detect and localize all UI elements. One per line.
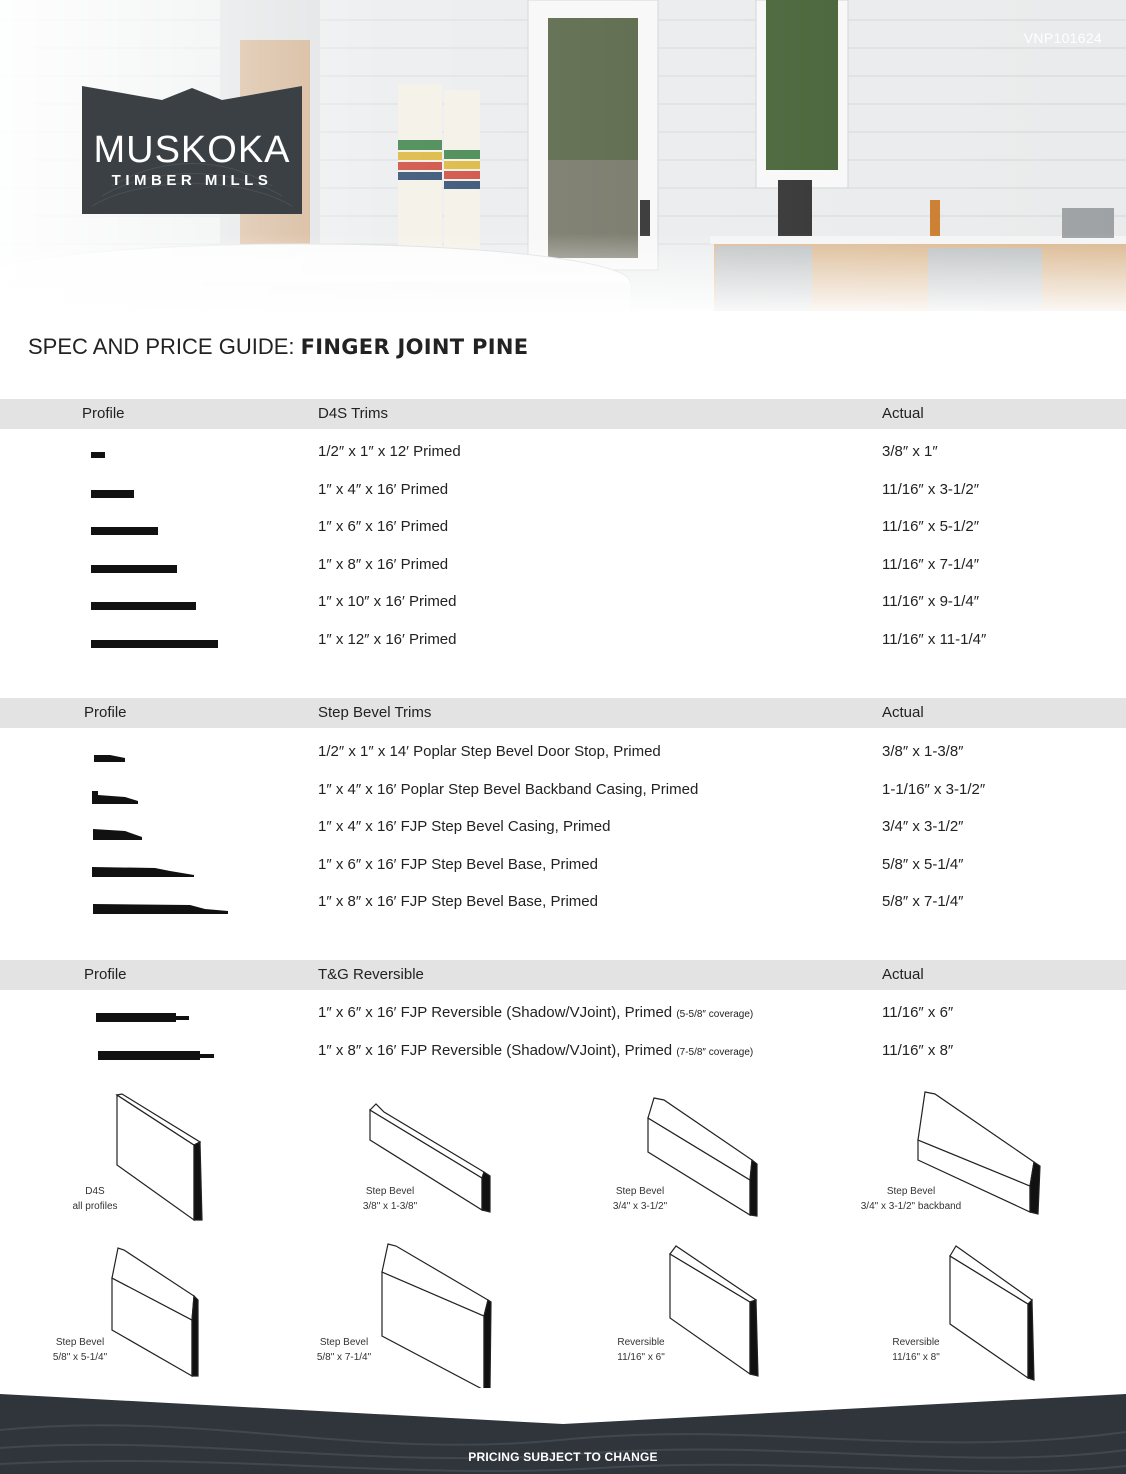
section-d4s-trims: [0, 399, 1126, 658]
title-product: FINGER JOINT PINE: [300, 335, 529, 359]
row-actual: 11/16″ x 6″: [882, 1004, 954, 1021]
profile-shape: [0, 883, 300, 921]
illustration-caption: D4S all profiles: [72, 1186, 118, 1212]
header-profile: Profile: [84, 704, 127, 721]
row-actual: 1-1/16″ x 3-1/2″: [882, 780, 986, 798]
row-description: 1″ x 8″ x 16′ FJP Reversible (Shadow/VJoint), Primed (7-5/8″ coverage): [318, 1041, 754, 1059]
table-row: [0, 471, 1126, 509]
table-row: [0, 546, 1126, 584]
row-description: 1″ x 6″ x 16′ FJP Step Bevel Base, Primed: [318, 855, 598, 873]
brand-name: MUSKOKA: [93, 129, 291, 171]
row-description: 1″ x 12″ x 16′ Primed: [318, 630, 457, 648]
row-actual: 3/8″ x 1-3/8″: [882, 743, 964, 760]
document-code: VNP101624: [1023, 30, 1102, 46]
illustration-caption: Reversible 11/16" x 8": [892, 1337, 940, 1363]
profile-shape: [91, 640, 218, 648]
row-actual: 11/16″ x 7-1/4″: [882, 555, 980, 573]
table-row: [0, 994, 1126, 1032]
row-description: 1/2″ x 1″ x 12′ Primed: [318, 443, 461, 460]
table-row: [0, 883, 1126, 921]
profile-shape: [0, 808, 300, 846]
row-actual: 11/16″ x 8″: [882, 1041, 954, 1059]
section-header: [0, 960, 1126, 990]
row-description: 1″ x 4″ x 16′ FJP Step Bevel Casing, Primed: [318, 818, 611, 835]
illustration-caption: Step Bevel 5/8" x 7-1/4": [316, 1337, 372, 1363]
row-actual: 11/16″ x 11-1/4″: [882, 630, 987, 648]
illustration-caption: Step Bevel 5/8" x 5-1/4": [52, 1337, 108, 1363]
row-description: 1″ x 8″ x 16′ FJP Step Bevel Base, Primed: [318, 893, 598, 910]
coverage-note: (5-5/8″ coverage): [676, 1009, 754, 1020]
table-row: [0, 508, 1126, 546]
profile-shape: [0, 771, 300, 809]
header-actual: Actual: [882, 704, 924, 721]
table-row: [0, 733, 1126, 771]
profile-shape: [0, 733, 300, 771]
row-description: 1″ x 10″ x 16′ Primed: [318, 593, 457, 610]
illustration-caption: Step Bevel 3/4" x 3-1/2": [612, 1186, 668, 1212]
table-row: [0, 621, 1126, 659]
row-actual: 3/8″ x 1″: [882, 443, 938, 460]
row-description: 1″ x 4″ x 16′ Poplar Step Bevel Backband Casing, Primed: [318, 780, 699, 798]
brand-logo: [82, 86, 302, 214]
footer-band: [0, 1390, 1126, 1474]
pricing-note: PRICING SUBJECT TO CHANGE: [468, 1450, 658, 1464]
header-profile: Profile: [82, 405, 125, 422]
table-row: [0, 771, 1126, 809]
header-actual: Actual: [882, 966, 924, 983]
row-actual: 11/16″ x 5-1/2″: [882, 518, 980, 535]
section-tg-reversible: [0, 960, 1126, 1069]
brand-subtitle: TIMBER MILLS: [111, 172, 273, 189]
row-actual: 11/16″ x 9-1/4″: [882, 593, 980, 610]
illustration-caption: Step Bevel 3/8" x 1-3/8": [362, 1186, 418, 1212]
section-step-bevel-trims: [0, 698, 1126, 921]
row-actual: 5/8″ x 7-1/4″: [882, 893, 964, 910]
step-bevel-base-large-drawing: [382, 1244, 491, 1388]
profile-shape: [91, 452, 105, 458]
header-actual: Actual: [882, 405, 924, 422]
row-description: 1″ x 4″ x 16′ Primed: [318, 480, 449, 498]
illustration-caption: Reversible 11/16" x 6": [617, 1337, 665, 1363]
illustration-caption: Step Bevel 3/4" x 3-1/2" backband: [860, 1186, 962, 1212]
profile-shape: [91, 527, 158, 535]
profile-shape: [91, 490, 134, 498]
coverage-note: (7-5/8″ coverage): [676, 1046, 754, 1058]
table-row: [0, 433, 1126, 471]
header-profile: Profile: [84, 966, 127, 983]
row-description: 1″ x 8″ x 16′ Primed: [318, 555, 449, 573]
profile-shape: [0, 846, 300, 884]
profile-shape: [91, 565, 177, 573]
row-description: 1″ x 6″ x 16′ FJP Reversible (Shadow/VJoint), Primed (5-5/8″ coverage): [318, 1004, 754, 1021]
section-header: [0, 399, 1126, 429]
section-header: [0, 698, 1126, 728]
table-row: [0, 808, 1126, 846]
profile-shape: [0, 1032, 300, 1070]
title-prefix: SPEC AND PRICE GUIDE:: [28, 334, 301, 359]
header-type: Step Bevel Trims: [318, 704, 432, 721]
table-row: [0, 583, 1126, 621]
row-description: 1″ x 6″ x 16′ Primed: [318, 518, 449, 535]
page-title: [28, 334, 528, 360]
row-actual: 3/4″ x 3-1/2″: [882, 818, 964, 835]
header-type: T&G Reversible: [318, 966, 424, 983]
profile-shape: [91, 602, 196, 610]
profile-illustrations: [0, 1088, 1126, 1388]
row-description: 1/2″ x 1″ x 14′ Poplar Step Bevel Door Stop, Primed: [318, 743, 661, 760]
row-actual: 11/16″ x 3-1/2″: [882, 480, 980, 498]
row-actual: 5/8″ x 5-1/4″: [882, 855, 964, 873]
table-row: [0, 1032, 1126, 1070]
table-row: [0, 846, 1126, 884]
profile-shape: [0, 994, 300, 1032]
header-type: D4S Trims: [318, 405, 389, 422]
